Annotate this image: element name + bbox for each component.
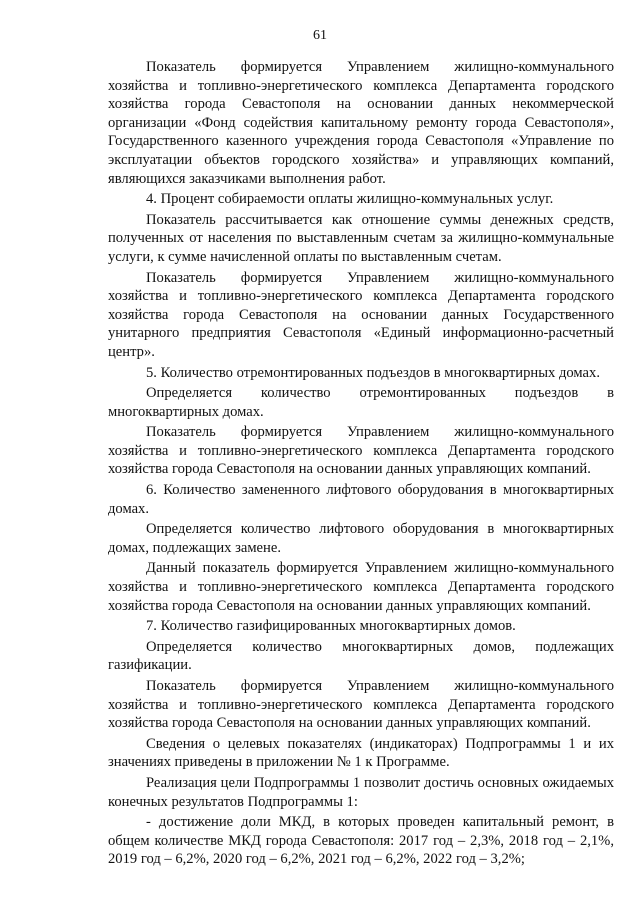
paragraph-heading-6: 6. Количество замененного лифтового оборудования в многоквартирных домах.	[108, 482, 614, 517]
paragraph-indicator-source-5: Показатель формируется Управлением жилищно-коммунального хозяйства и топливно-энергетического комплекса Департамента городского хозяйства города Севастополя на основании данных управляющих компаний.	[108, 424, 614, 478]
paragraph-definition-7: Определяется количество многоквартирных домов, подлежащих газификации.	[108, 638, 614, 674]
document-body	[108, 58, 614, 871]
paragraph-heading-5: 5. Количество отремонтированных подъездов в многоквартирных домах.	[146, 364, 600, 381]
paragraph-targets-info: Сведения о целевых показателях (индикаторах) Подпрограммы 1 и их значениях приведены в приложении № 1 к Программе.	[108, 735, 614, 771]
paragraph-indicator-source-6: Данный показатель формируется Управлением жилищно-коммунального хозяйства и топливно-энергетического комплекса Департамента городского хозяйства города Севастополя на основании данных управляющих компаний.	[108, 560, 614, 614]
paragraph-definition-6: Определяется количество лифтового оборудования в многоквартирных домах, подлежащих замене.	[108, 521, 614, 556]
paragraph-indicator-source-4: Показатель формируется Управлением жилищно-коммунального хозяйства и топливно-энергетического комплекса Департамента городского хозяйства города Севастополя на основании данных Государственного унитарного предприятия Севастополя «Единый информационно-расчетный центр».	[108, 269, 614, 360]
paragraph-calculation-4: Показатель рассчитывается как отношение суммы денежных средств, полученных от населения по выставленным счетам за жилищно-коммунальные услуги, к сумме начисленной оплаты по выставленным счетам.	[108, 211, 614, 265]
paragraph-indicator-source-1: Показатель формируется Управлением жилищно-коммунального хозяйства и топливно-энергетического комплекса Департамента городского хозяйства города Севастополя на основании данных некоммерческой организации «Фонд содействия капитальному ремонту города Севастополя», Государственного казенного учреждения города Севастополя «Управление по эксплуатации объектов городского хозяйства» и управляющих компаний, являющихся заказчиками выполнения работ.	[108, 59, 614, 187]
paragraph-expected-results: Реализация цели Подпрограммы 1 позволит достичь основных ожидаемых конечных результатов Подпрограммы 1:	[108, 774, 614, 810]
paragraph-heading-7: 7. Количество газифицированных многоквартирных домов.	[146, 618, 516, 635]
page-number: 61	[313, 28, 327, 43]
paragraph-indicator-source-7: Показатель формируется Управлением жилищно-коммунального хозяйства и топливно-энергетического комплекса Департамента городского хозяйства города Севастополя на основании данных управляющих компаний.	[108, 678, 614, 732]
paragraph-result-item-1: - достижение доли МКД, в которых проведен капитальный ремонт, в общем количестве МКД города Севастополя: 2017 год – 2,3%, 2018 год – 2,1%, 2019 год – 6,2%, 2020 год – 6,2%, 2021 год – 6,2%, 2022 год – 3,2%;	[108, 814, 614, 868]
paragraph-heading-4: 4. Процент собираемости оплаты жилищно-коммунальных услуг.	[146, 191, 554, 208]
paragraph-definition-5: Определяется количество отремонтированных подъездов в многоквартирных домах.	[108, 385, 614, 420]
